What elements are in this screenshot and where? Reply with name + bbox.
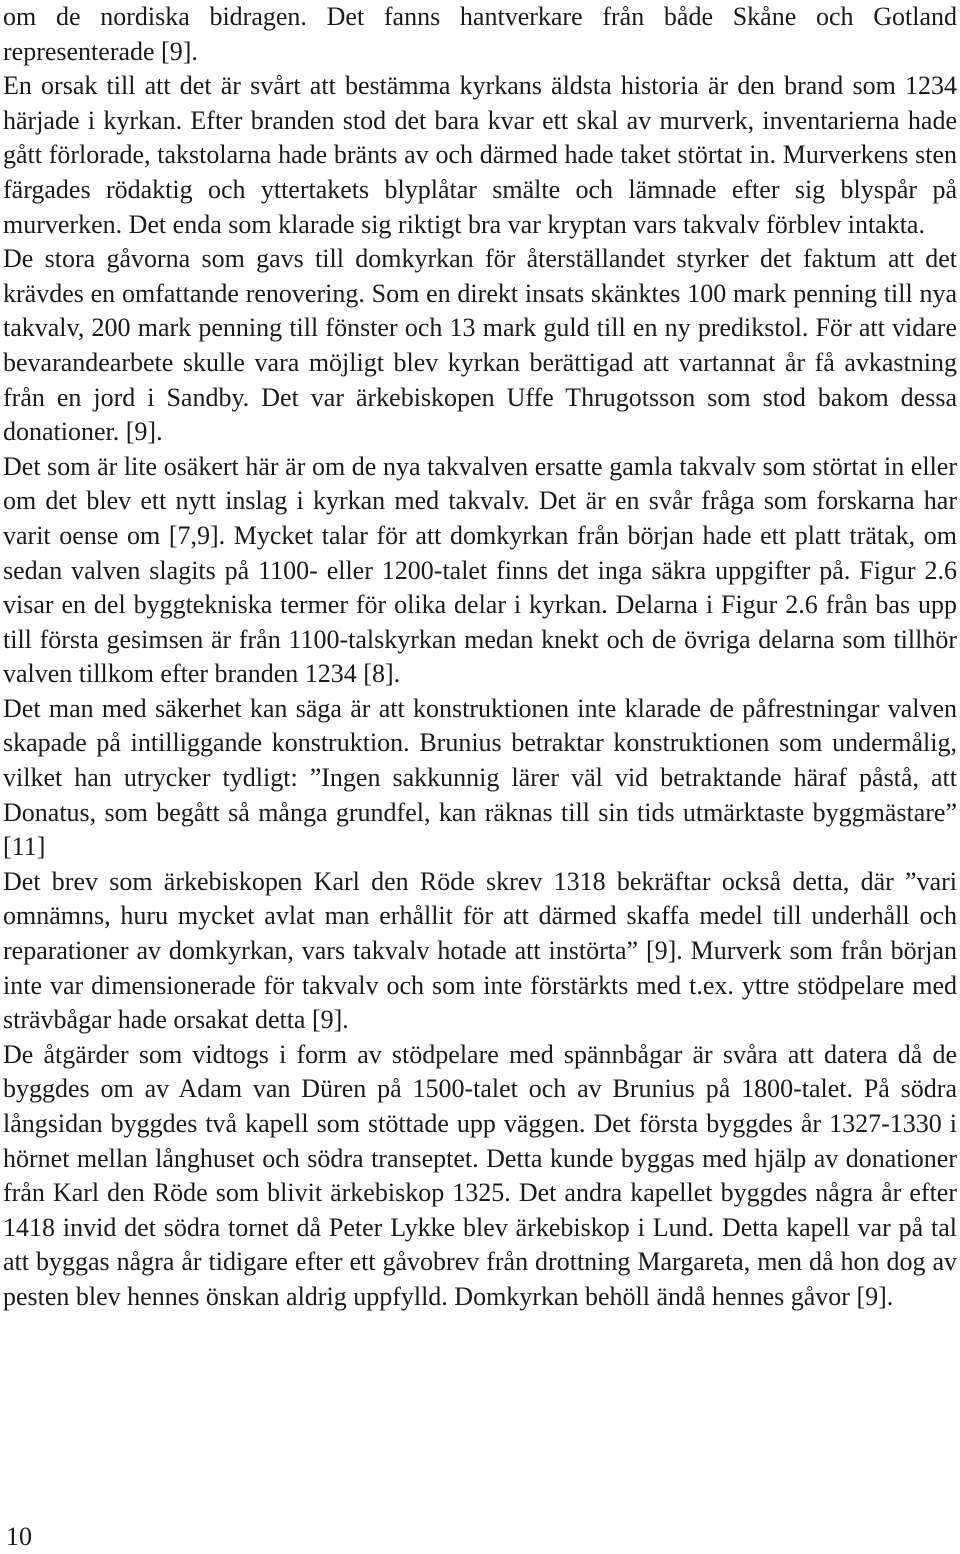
paragraph-buttresses-chapels: De åtgärder som vidtogs i form av stödpelare med spännbågar är svåra att datera då de byggdes om av Adam van Düren på 1500-talet och av Brunius på 1800-talet. På södra långsidan byggdes två kapell som stöttade upp väggen. Det första byggdes år 1327-1330 i hörnet mellan långhuset och södra transeptet. Detta kunde byggas med hjälp av donationer från Karl den Röde som blivit ärkebiskop 1325. Det andra kapellet byggdes några år efter 1418 invid det södra tornet då Peter Lykke blev ärkebiskop i Lund. Detta kapell var på tal att byggas några år tidigare efter ett gåvobrev från drottning Margareta, men då hon dog av pesten blev hennes önskan aldrig uppfylld. Domkyrkan behöll ändå hennes gåvor [9].: [3, 1039, 957, 1311]
paragraph-nordic-contributions: om de nordiska bidragen. Det fanns hantverkare från både Skåne och Gotland representerade [9].: [3, 2, 957, 66]
paragraph-donations: De stora gåvorna som gavs till domkyrkan för återställandet styrker det faktum att det krävdes en omfattande renovering. Som en direkt insats skänktes 100 mark penning till nya takvalv, 200 mark penning till fönster och 13 mark guld till en ny predikstol. För att vidare bevarandearbete skulle vara möjligt blev kyrkan berättigad att vartannat år få avkastning från en jord i Sandby. Det var ärkebiskopen Uffe Thrugotsson som stod bakom dessa donationer. [9].: [3, 244, 957, 447]
paragraph-construction-failure: Det man med säkerhet kan säga är att konstruktionen inte klarade de påfrestningar valven skapade på intilliggande konstruktion. Brunius betraktar konstruktionen som undermålig, vilket han utrycker tydligt: ”Ingen sakkunnig lärer väl vid betraktande häraf påstå, att Donatus, som begått så många grundfel, kan räknas till sin tids utmärktaste byggmästare” [11]: [3, 693, 957, 862]
document-page: [3, 0, 957, 1315]
page-number: 10: [6, 1522, 32, 1551]
paragraph-archbishop-letter: Det brev som ärkebiskopen Karl den Röde skrev 1318 bekräftar också detta, där ”vari omnämns, huru mycket avlat man erhållit för att därmed skaffa medel till underhåll och reparationer av domkyrkan, vars takvalv hotade att instörta” [9]. Murverk som från början inte var dimensionerade för takvalv och som inte förstärkts med t.ex. yttre stödpelare med strävbågar hade orsakat detta [9].: [3, 866, 957, 1035]
paragraph-vaults-uncertainty: Det som är lite osäkert här är om de nya takvalven ersatte gamla takvalv som störtat in eller om det blev ett nytt inslag i kyrkan med takvalv. Det är en svår fråga som forskarna har varit oense om [7,9]. Mycket talar för att domkyrkan från början hade ett platt trätak, om sedan valven slagits på 1100- eller 1200-talet finns det inga säkra uppgifter på. Figur 2.6 visar en del byggtekniska termer för olika delar i kyrkan. Delarna i Figur 2.6 från bas upp till första gesimsen är från 1100-talskyrkan medan knekt och de övriga delarna som tillhör valven tillkom efter branden 1234 [8].: [3, 451, 957, 689]
paragraph-fire-1234: En orsak till att det är svårt att bestämma kyrkans äldsta historia är den brand som 1234 härjade i kyrkan. Efter branden stod det bara kvar ett skal av murverk, inventarierna hade gått förlorade, takstolarna hade bränts av och därmed hade taket störtat in. Murverkens sten färgades rödaktig och yttertakets blyplåtar smälte och lämnade efter sig blyspår på murverken. Det enda som klarade sig riktigt bra var kryptan vars takvalv förblev intakta.: [3, 71, 957, 239]
